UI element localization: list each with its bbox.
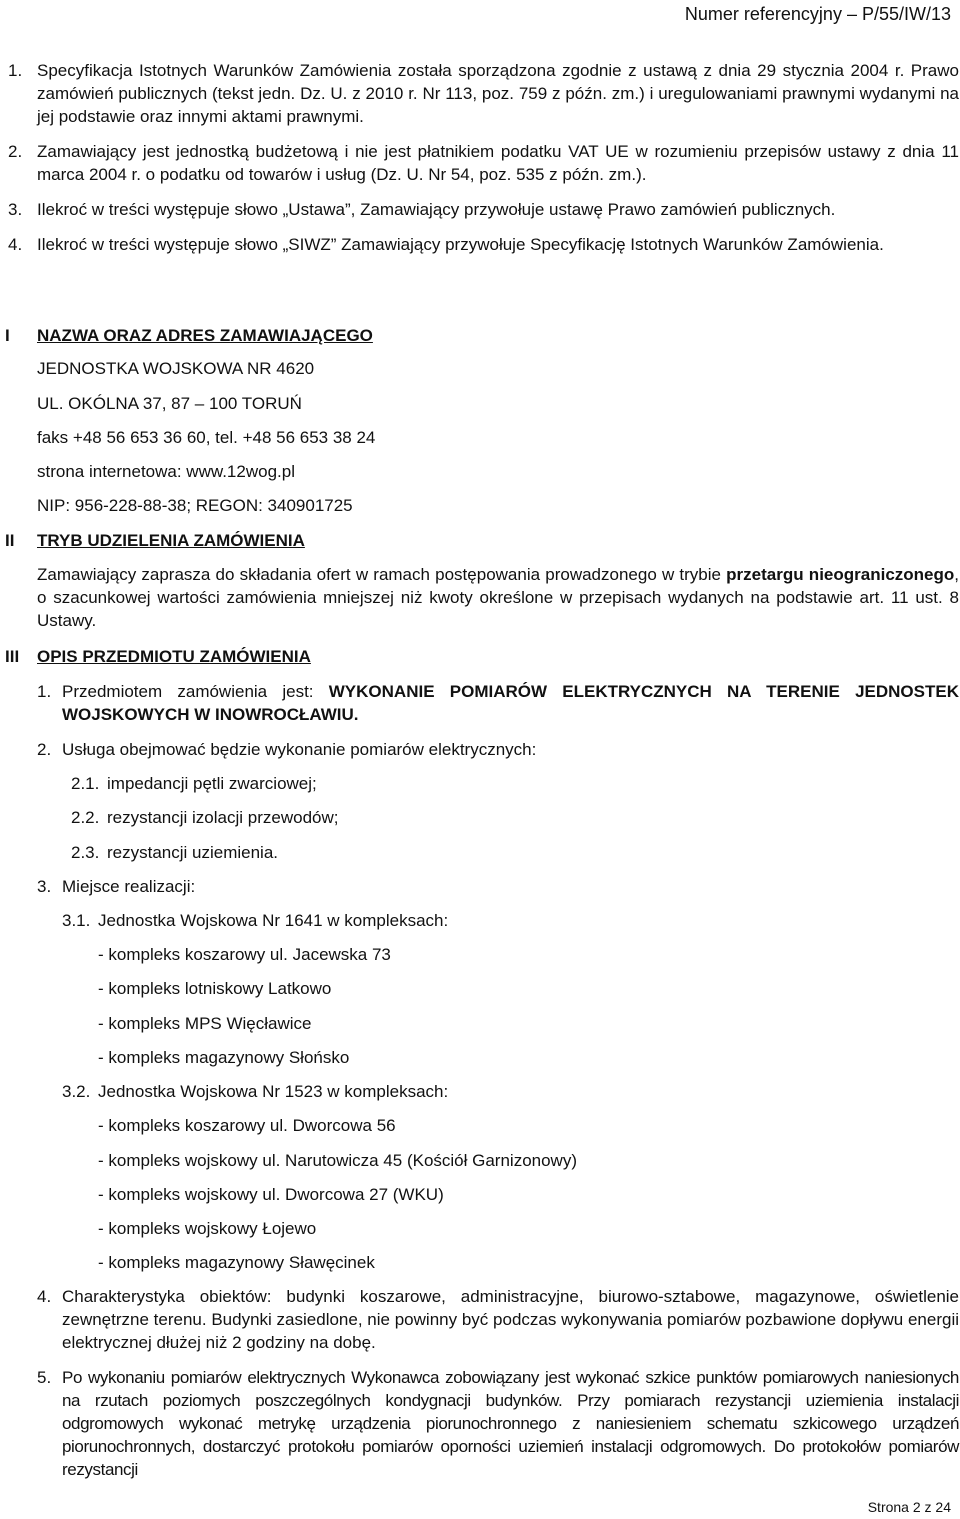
address-line-street: UL. OKÓLNA 37, 87 – 100 TORUŃ — [37, 394, 302, 413]
sketches-num: 5. — [37, 1368, 52, 1387]
section-3-numeral: III — [5, 647, 20, 666]
section-2-text-b: , o szacunkowej wartości zamówienia mniejszej niż kwoty określone w przepisach wydanych na podstawie art. 11 ust. 8 Ustawy. — [37, 565, 959, 630]
scope-num: 2. — [37, 740, 52, 759]
intro-text-1: Specyfikacja Istotnych Warunków Zamówienia została sporządzona zgodnie z ustawą z dnia 29 stycznia 2004 r. Prawo zamówień publicznych (tekst jedn. Dz. U. z 2010 r. Nr 113, poz. 759 z późn. zm.) i uregulowaniami prawnymi wydanymi na jej podstawie oraz innymi aktami prawnymi. — [37, 61, 959, 126]
intro-text-2: Zamawiający jest jednostką budżetową i nie jest płatnikiem podatku VAT UE w rozumieniu przepisów ustawy z dnia 11 marca 2004 r. o podatku od towarów i usług (Dz. U. Nr 54, poz. 535 z późn. zm.). — [37, 142, 959, 184]
subject-text — [62, 680, 959, 726]
location-1-item: - kompleks koszarowy ul. Jacewska 73 — [98, 945, 391, 964]
location-2-item: - kompleks magazynowy Sławęcinek — [98, 1253, 375, 1272]
scope-sub-text-1: impedancji pętli zwarciowej; — [107, 774, 317, 793]
location-2-num: 3.2. — [62, 1082, 91, 1101]
location-2-item: - kompleks wojskowy ul. Narutowicza 45 (Kościół Garnizonowy) — [98, 1151, 577, 1170]
location-1-item: - kompleks MPS Więcławice — [98, 1014, 312, 1033]
scope-sub-num-1: 2.1. — [71, 774, 100, 793]
intro-num-1: 1. — [8, 61, 23, 80]
location-2-item: - kompleks wojskowy ul. Dworcowa 27 (WKU) — [98, 1185, 444, 1204]
buildings-num: 4. — [37, 1287, 52, 1306]
location-1-num: 3.1. — [62, 911, 91, 930]
section-2-text-a: Zamawiający zaprasza do składania ofert w ramach postępowania prowadzonego w trybie — [37, 565, 727, 584]
location-2-text: Jednostka Wojskowa Nr 1523 w kompleksach: — [98, 1082, 449, 1101]
intro-text-3: Ilekroć w treści występuje słowo „Ustawa”, Zamawiający przywołuje ustawę Prawo zamówień publicznych. — [37, 200, 836, 219]
section-2-text — [37, 563, 959, 632]
location-2-item: - kompleks wojskowy Łojewo — [98, 1219, 317, 1238]
section-3-heading: OPIS PRZEDMIOTU ZAMÓWIENIA — [37, 647, 311, 666]
page-number: Strona 2 z 24 — [867, 1499, 951, 1515]
location-2-item: - kompleks koszarowy ul. Dworcowa 56 — [98, 1116, 396, 1135]
section-2-text-bold: przetargu nieograniczonego — [726, 565, 955, 584]
subject-lead: Przedmiotem zamówienia jest: — [62, 682, 329, 701]
subject-num: 1. — [37, 682, 52, 701]
address-line-nip: NIP: 956-228-88-38; REGON: 340901725 — [37, 496, 353, 515]
section-1-numeral: I — [5, 326, 10, 345]
scope-text: Usługa obejmować będzie wykonanie pomiarów elektrycznych: — [62, 740, 537, 759]
intro-num-3: 3. — [8, 200, 23, 219]
buildings-text: Charakterystyka obiektów: budynki koszarowe, administracyjne, biurowo-sztabowe, magazynowe, oświetlenie zewnętrzne terenu. Budynki zasiedlone, nie powinny być podczas wykonywania pomiarów pozbawione dopływu energii elektrycznej dłużej niż 2 godziny na dobę. — [62, 1287, 959, 1352]
section-2-numeral: II — [5, 531, 15, 550]
section-2-heading: TRYB UDZIELENIA ZAMÓWIENIA — [37, 531, 305, 550]
location-text: Miejsce realizacji: — [62, 877, 196, 896]
intro-text-4: Ilekroć w treści występuje słowo „SIWZ” Zamawiający przywołuje Specyfikację Istotnych Warunków Zamówienia. — [37, 235, 884, 254]
scope-sub-num-2: 2.2. — [71, 808, 100, 827]
location-num: 3. — [37, 877, 52, 896]
intro-num-2: 2. — [8, 142, 23, 161]
sketches-text: Po wykonaniu pomiarów elektrycznych Wykonawca zobowiązany jest wykonać szkice punktów pomiarowych naniesionych na rzutach poziomych poszczególnych kondygnacji budynków. Przy pomiarach rezystancji uziemienia instalacji odgromowych wykonać metrykę urządzenia piorunochronnego z naniesieniem schematu szkicowego urządzeń piorunochronnych, dostarczyć protokołu pomiarów oporności uziemień instalacji odgromowych. Do protokołów pomiarów rezystancji — [62, 1368, 959, 1479]
location-1-item: - kompleks magazynowy Słońsko — [98, 1048, 350, 1067]
section-1-heading: NAZWA ORAZ ADRES ZAMAWIAJĄCEGO — [37, 326, 373, 345]
intro-num-4: 4. — [8, 235, 23, 254]
location-1-item: - kompleks lotniskowy Latkowo — [98, 979, 332, 998]
scope-sub-num-3: 2.3. — [71, 843, 100, 862]
scope-sub-text-2: rezystancji izolacji przewodów; — [107, 808, 339, 827]
address-line-unit: JEDNOSTKA WOJSKOWA NR 4620 — [37, 359, 315, 378]
reference-number: Numer referencyjny – P/55/IW/13 — [684, 4, 951, 24]
subject-title: WYKONANIE POMIARÓW ELEKTRYCZNYCH NA TERENIE JEDNOSTEK WOJSKOWYCH W INOWROCŁAWIU. — [62, 682, 959, 724]
address-line-phone: faks +48 56 653 36 60, tel. +48 56 653 38 24 — [37, 428, 376, 447]
address-line-website: strona internetowa: www.12wog.pl — [37, 462, 295, 481]
scope-sub-text-3: rezystancji uziemienia. — [107, 843, 279, 862]
location-1-text: Jednostka Wojskowa Nr 1641 w kompleksach: — [98, 911, 449, 930]
